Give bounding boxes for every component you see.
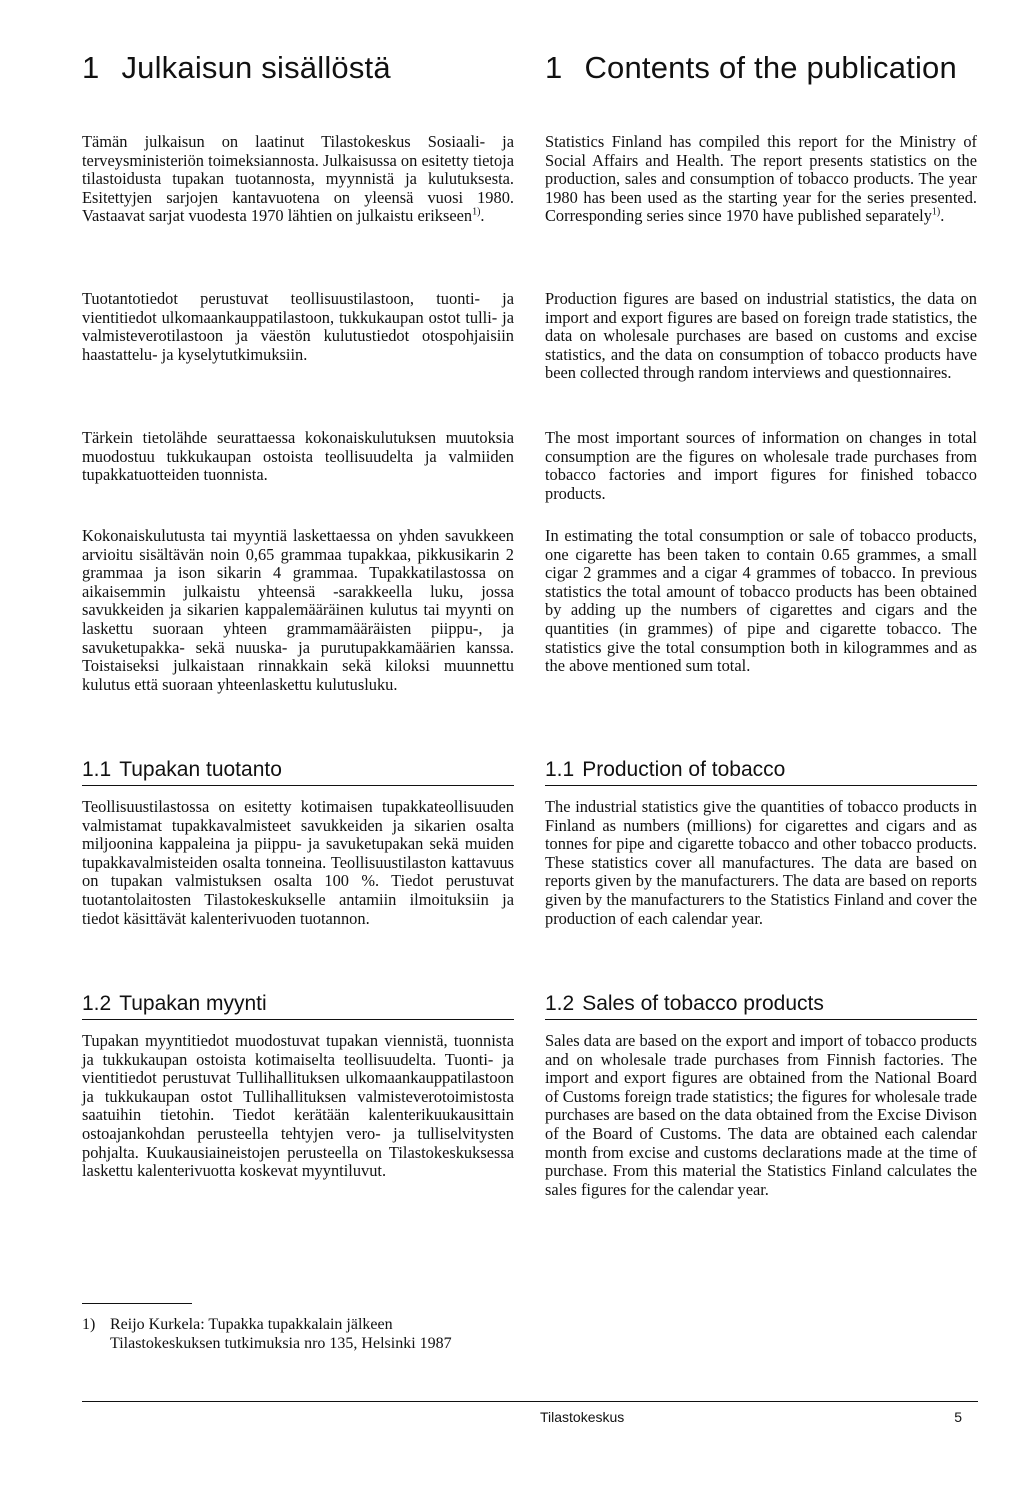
paragraph-intro-fi: Tämän julkaisun on laatinut Tilastokeskus Sosiaali- ja terveysministeriön toimeksiannosta. Julkaisussa on esitetty tietoja tilastoidusta tupakan tuotannosta, myynnistä ja kulutuksesta. Esitettyjen sarjojen kantavuotena on yleensä vuosi 1980. Vastaavat sarjat vuodesta 1970 lähtien on julkaistu erikseen$^{1)}$. xyxy=(82,132,514,226)
footnote-rule xyxy=(82,1303,192,1304)
section-1-1-heading-fi: 1.1 Tupakan tuotanto xyxy=(82,757,514,786)
paragraph-production-en: The industrial statistics give the quantities of tobacco products in Finland as numbers (millions) for cigarettes and cigars and as tonnes for pipe and cigarette tobacco and other tobacco products. These statistics cover all manufactures. The data are based on reports given by the manufacturers. The data are based on reports given by the manufacturers to the Statistics Finland and cover the production of each calendar year. xyxy=(545,797,977,928)
paragraph-estimation-en: In estimating the total consumption or sale of tobacco products, one cigarette has been taken to contain 0.65 grammes, a small cigar 2 grammes and a cigar 4 grammes of tobacco. In previous statistics the total amount of tobacco products has been obtained by adding up the numbers of cigarettes and cigars and the quantities (in grammes) of pipe and cigarette tobacco. The statistics give the total consumption both in kilogrammes and as the above mentioned sum total. xyxy=(545,526,977,676)
footnote xyxy=(82,1315,452,1353)
section-1-2-heading-en: 1.2 Sales of tobacco products xyxy=(545,991,977,1020)
paragraph-sales-en: Sales data are based on the export and import of tobacco products and on wholesale trade purchases from Finnish factories. The import and export figures are obtained from the National Board of Customs foreign trade statistics; the figures for wholesale trade purchases are based on the data obtained from the Excise Divison of the Board of Customs. The data are obtained each calendar month from excise and customs declarations made at the time of purchase. From this material the Statistics Finland calculates the sales figures for the calendar year. xyxy=(545,1031,977,1199)
paragraph-production-fi: Teollisuustilastossa on esitetty kotimaisen tupakkateollisuuden valmistamat tupakkavalmisteet savukkeiden ja sikarien osalta miljoonina kappaleina ja piippu- ja savuketupakan sekä muiden tupakkavalmisteiden osalta tonneina. Teollisuustilaston kattavuus on tupakan valmistuksen osalta 100 %. Tiedot perustuvat tuotantolaitosten Tilastokeskukselle antamiin ilmoituksiin ja tiedot käsittävät kalenterivuoden tuotannon. xyxy=(82,797,514,928)
paragraph-estimation-fi: Kokonaiskulutusta tai myyntiä laskettaessa on yhden savukkeen arvioitu sisältävän noin 0,65 grammaa tupakkaa, pikkusikarin 2 grammaa ja ison sikarin 4 grammaa. Tupakkatilastossa on aikaisemmin julkaistu yhteensä -sarakkeella luku, jossa savukkeiden ja sikarien kappalemääräinen kulutus tai myynti on laskettu suoraan yhteen grammamääräisten piippu-, ja savuketupakka- sekä nuuska- ja purutupakkamäärien kanssa. Toistaiseksi julkaistaan rinnakkain sekä kiloksi muunnettu kulutus että suoraan yhteenlaskettu kulutusluku. xyxy=(82,526,514,694)
paragraph-main-source-fi: Tärkein tietolähde seurattaessa kokonaiskulutuksen muutoksia muodostuu tukkukaupan ostoista teollisuudelta ja valmiiden tupakkatuotteiden tuonnista. xyxy=(82,428,514,485)
paragraph-intro-en: Statistics Finland has compiled this report for the Ministry of Social Affairs and Health. The report presents statistics on the production, sales and consumption of tobacco products. The year 1980 has been used as the starting year for the series presented. Corresponding series since 1970 have published separately$^{1)}$. xyxy=(545,132,977,226)
paragraph-sales-fi: Tupakan myyntitiedot muodostuvat tupakan viennistä, tuonnista ja tukkukaupan ostoista kotimaiselta teollisuudelta. Tuonti- ja vientitiedot perustuvat Tullihallituksen ulkomaankauppatilastoon ja tukkukaupan ostot Tullihallituksen valmisteverotoimistosta saatuihin tietohin. Tiedot kerätään kalenterikuukausittain ostoajankohdan perusteella tehtyjen vero- ja tulliselvitysten pohjalta. Kuukausiaineistojen perusteella on Tilastokeskuksessa laskettu kalenterivuotta koskevat myyntiluvut. xyxy=(82,1031,514,1181)
paragraph-sources-fi: Tuotantotiedot perustuvat teollisuustilastoon, tuonti- ja vientitiedot ulkomaankauppatilastoon, tukkukaupan ostot tulli- ja valmisteverotilastoon ja väestön kulutustiedot otospohjaisiin haastattelu- ja kyselytutkimuksiin. xyxy=(82,289,514,364)
paragraph-main-source-en: The most important sources of information on changes in total consumption are the figures on wholesale trade purchases from tobacco factories and import figures for finished tobacco products. xyxy=(545,428,977,503)
footer-rule xyxy=(82,1401,978,1402)
section-1-1-heading-en: 1.1 Production of tobacco xyxy=(545,757,977,786)
page-footer xyxy=(82,1409,978,1429)
section-1-2-heading-fi: 1.2 Tupakan myynti xyxy=(82,991,514,1020)
footnote-marker: 1) xyxy=(82,1316,96,1333)
heading-number: 1 xyxy=(82,50,100,85)
footnote-line-1: Reijo Kurkela: Tupakka tupakkalain jälkeen xyxy=(110,1316,393,1333)
footnote-ref: 1) xyxy=(472,206,481,218)
heading-number: 1 xyxy=(545,50,563,85)
section-1-heading-fi xyxy=(82,50,391,86)
paragraph-sources-en: Production figures are based on industrial statistics, the data on import and export figures are based on foreign trade statistics, the data on wholesale purchases are based on customs and excise statistics, and the data on consumption of tobacco products have been collected through random interviews and questionnaires. xyxy=(545,289,977,383)
footnote-ref: 1) xyxy=(931,206,941,218)
page-number: 5 xyxy=(954,1409,962,1425)
section-1-heading-en xyxy=(545,50,957,86)
heading-text: Julkaisun sisällöstä xyxy=(121,50,391,85)
footnote-line-2: Tilastokeskuksen tutkimuksia nro 135, Helsinki 1987 xyxy=(110,1335,452,1352)
heading-text: Contents of the publication xyxy=(584,50,957,85)
publisher-name: Tilastokeskus xyxy=(540,1409,625,1425)
